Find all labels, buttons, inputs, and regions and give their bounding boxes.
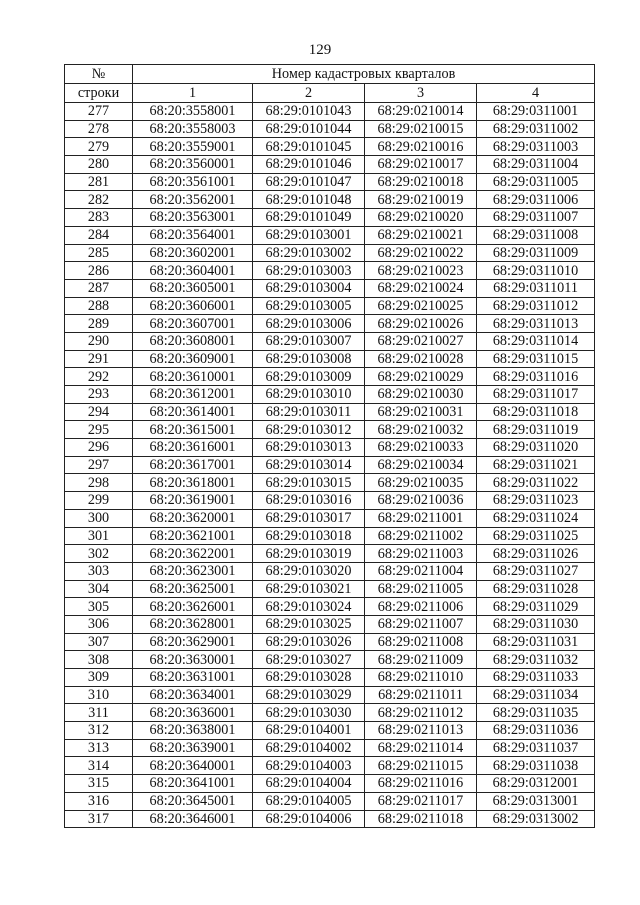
cadastral-quarter-col3: 68:29:0210018 (365, 173, 477, 191)
cadastral-quarter-col4: 68:29:0313001 (477, 792, 595, 810)
cadastral-quarter-col1: 68:20:3645001 (133, 792, 253, 810)
table-row (65, 244, 595, 262)
cadastral-quarter-col1: 68:20:3608001 (133, 332, 253, 350)
table-row (65, 633, 595, 651)
cadastral-quarter-col1: 68:20:3561001 (133, 173, 253, 191)
cadastral-quarter-col1: 68:20:3614001 (133, 403, 253, 421)
cadastral-quarter-col3: 68:29:0210021 (365, 226, 477, 244)
cadastral-quarter-col2: 68:29:0103013 (253, 439, 365, 457)
row-number-cell: 288 (65, 297, 133, 315)
cadastral-quarter-col3: 68:29:0211008 (365, 633, 477, 651)
table-row (65, 421, 595, 439)
table-row (65, 704, 595, 722)
cadastral-quarter-col3: 68:29:0210034 (365, 456, 477, 474)
cadastral-quarter-col4: 68:29:0311002 (477, 120, 595, 138)
cadastral-quarter-col2: 68:29:0101044 (253, 120, 365, 138)
cadastral-quarter-col2: 68:29:0103010 (253, 386, 365, 404)
cadastral-quarter-col2: 68:29:0101045 (253, 138, 365, 156)
cadastral-quarter-col1: 68:20:3623001 (133, 562, 253, 580)
cadastral-quarter-col4: 68:29:0311033 (477, 669, 595, 687)
cadastral-quarter-col1: 68:20:3558003 (133, 120, 253, 138)
table-row (65, 439, 595, 457)
cadastral-quarter-col1: 68:20:3558001 (133, 103, 253, 121)
cadastral-quarter-col4: 68:29:0311013 (477, 315, 595, 333)
table-row (65, 138, 595, 156)
cadastral-quarter-col4: 68:29:0311024 (477, 509, 595, 527)
table-row (65, 757, 595, 775)
cadastral-quarter-col3: 68:29:0210028 (365, 350, 477, 368)
cadastral-quarter-col3: 68:29:0210024 (365, 279, 477, 297)
cadastral-quarter-col4: 68:29:0311015 (477, 350, 595, 368)
row-number-cell: 282 (65, 191, 133, 209)
cadastral-quarter-col2: 68:29:0103026 (253, 633, 365, 651)
row-number-cell: 287 (65, 279, 133, 297)
cadastral-quarter-col2: 68:29:0104002 (253, 739, 365, 757)
header-column-3: 3 (365, 84, 477, 103)
row-number-cell: 300 (65, 509, 133, 527)
table-row (65, 474, 595, 492)
cadastral-quarter-col2: 68:29:0103011 (253, 403, 365, 421)
cadastral-quarter-col2: 68:29:0103021 (253, 580, 365, 598)
row-number-cell: 277 (65, 103, 133, 121)
cadastral-quarter-col2: 68:29:0103005 (253, 297, 365, 315)
table-row (65, 580, 595, 598)
row-number-cell: 317 (65, 810, 133, 828)
cadastral-quarter-col2: 68:29:0103019 (253, 545, 365, 563)
row-number-cell: 311 (65, 704, 133, 722)
cadastral-quarter-col3: 68:29:0211010 (365, 669, 477, 687)
table-row (65, 279, 595, 297)
row-number-cell: 292 (65, 368, 133, 386)
cadastral-quarter-col2: 68:29:0103001 (253, 226, 365, 244)
cadastral-quarter-col4: 68:29:0311031 (477, 633, 595, 651)
cadastral-quarter-col2: 68:29:0103006 (253, 315, 365, 333)
cadastral-quarter-col3: 68:29:0211009 (365, 651, 477, 669)
cadastral-quarter-col1: 68:20:3620001 (133, 509, 253, 527)
cadastral-quarter-col2: 68:29:0103028 (253, 669, 365, 687)
cadastral-quarter-col1: 68:20:3628001 (133, 615, 253, 633)
cadastral-quarter-col4: 68:29:0311035 (477, 704, 595, 722)
cadastral-quarter-col4: 68:29:0311034 (477, 686, 595, 704)
cadastral-quarter-col4: 68:29:0313002 (477, 810, 595, 828)
cadastral-quarter-col4: 68:29:0311001 (477, 103, 595, 121)
cadastral-quarter-col2: 68:29:0103016 (253, 492, 365, 510)
cadastral-quarter-col4: 68:29:0311004 (477, 156, 595, 174)
cadastral-quarter-col4: 68:29:0311018 (477, 403, 595, 421)
cadastral-quarter-col2: 68:29:0103017 (253, 509, 365, 527)
table-row (65, 562, 595, 580)
table-row (65, 332, 595, 350)
cadastral-quarter-col2: 68:29:0103020 (253, 562, 365, 580)
row-number-cell: 299 (65, 492, 133, 510)
cadastral-quarter-col2: 68:29:0104004 (253, 775, 365, 793)
cadastral-quarter-col1: 68:20:3625001 (133, 580, 253, 598)
row-number-cell: 289 (65, 315, 133, 333)
table-row (65, 456, 595, 474)
cadastral-quarter-col3: 68:29:0210029 (365, 368, 477, 386)
header-column-1: 1 (133, 84, 253, 103)
row-number-cell: 316 (65, 792, 133, 810)
cadastral-quarter-col1: 68:20:3616001 (133, 439, 253, 457)
table-row (65, 492, 595, 510)
cadastral-quarter-col1: 68:20:3615001 (133, 421, 253, 439)
cadastral-quarter-col3: 68:29:0210031 (365, 403, 477, 421)
table-row (65, 386, 595, 404)
cadastral-quarter-col2: 68:29:0103030 (253, 704, 365, 722)
cadastral-quarter-col2: 68:29:0103007 (253, 332, 365, 350)
cadastral-quarter-col1: 68:20:3605001 (133, 279, 253, 297)
cadastral-quarter-col3: 68:29:0211014 (365, 739, 477, 757)
cadastral-quarter-col3: 68:29:0211005 (365, 580, 477, 598)
cadastral-quarters-table (64, 64, 595, 828)
cadastral-quarter-col4: 68:29:0311016 (477, 368, 595, 386)
table-row (65, 615, 595, 633)
cadastral-quarter-col4: 68:29:0311028 (477, 580, 595, 598)
page-number: 129 (308, 42, 332, 58)
row-number-cell: 294 (65, 403, 133, 421)
cadastral-quarter-col1: 68:20:3636001 (133, 704, 253, 722)
cadastral-quarter-col3: 68:29:0210026 (365, 315, 477, 333)
cadastral-quarter-col4: 68:29:0311021 (477, 456, 595, 474)
row-number-cell: 293 (65, 386, 133, 404)
table-row (65, 120, 595, 138)
table-row (65, 403, 595, 421)
cadastral-quarter-col3: 68:29:0210014 (365, 103, 477, 121)
cadastral-quarter-col3: 68:29:0211016 (365, 775, 477, 793)
cadastral-quarter-col2: 68:29:0103027 (253, 651, 365, 669)
cadastral-quarter-col1: 68:20:3621001 (133, 527, 253, 545)
table-row (65, 545, 595, 563)
cadastral-quarter-col1: 68:20:3640001 (133, 757, 253, 775)
cadastral-quarter-col2: 68:29:0104001 (253, 722, 365, 740)
cadastral-quarter-col4: 68:29:0311008 (477, 226, 595, 244)
cadastral-quarter-col1: 68:20:3606001 (133, 297, 253, 315)
cadastral-quarter-col2: 68:29:0103004 (253, 279, 365, 297)
row-number-cell: 303 (65, 562, 133, 580)
row-number-cell: 285 (65, 244, 133, 262)
row-number-cell: 308 (65, 651, 133, 669)
table-row (65, 810, 595, 828)
cadastral-quarter-col1: 68:20:3607001 (133, 315, 253, 333)
cadastral-quarter-col3: 68:29:0211012 (365, 704, 477, 722)
cadastral-quarter-col4: 68:29:0311017 (477, 386, 595, 404)
header-row-group (65, 65, 595, 84)
cadastral-quarter-col4: 68:29:0311014 (477, 332, 595, 350)
cadastral-quarter-col2: 68:29:0103008 (253, 350, 365, 368)
cadastral-quarter-col2: 68:29:0103024 (253, 598, 365, 616)
cadastral-quarter-col2: 68:29:0101047 (253, 173, 365, 191)
table-row (65, 191, 595, 209)
cadastral-quarter-col1: 68:20:3626001 (133, 598, 253, 616)
cadastral-quarter-col4: 68:29:0311005 (477, 173, 595, 191)
cadastral-quarter-col2: 68:29:0103025 (253, 615, 365, 633)
row-number-cell: 281 (65, 173, 133, 191)
cadastral-quarter-col3: 68:29:0210019 (365, 191, 477, 209)
cadastral-quarter-col2: 68:29:0103003 (253, 262, 365, 280)
cadastral-quarter-col1: 68:20:3641001 (133, 775, 253, 793)
cadastral-quarter-col1: 68:20:3604001 (133, 262, 253, 280)
cadastral-quarter-col2: 68:29:0103009 (253, 368, 365, 386)
cadastral-quarter-col3: 68:29:0211006 (365, 598, 477, 616)
cadastral-quarter-col3: 68:29:0210023 (365, 262, 477, 280)
table-row (65, 226, 595, 244)
cadastral-quarter-col4: 68:29:0311003 (477, 138, 595, 156)
table-row (65, 350, 595, 368)
table-row (65, 262, 595, 280)
row-number-cell: 291 (65, 350, 133, 368)
table-row (65, 792, 595, 810)
row-number-cell: 301 (65, 527, 133, 545)
header-group-title: Номер кадастровых кварталов (133, 65, 595, 84)
cadastral-quarter-col4: 68:29:0311007 (477, 209, 595, 227)
table-row (65, 669, 595, 687)
cadastral-quarter-col2: 68:29:0103012 (253, 421, 365, 439)
row-number-cell: 297 (65, 456, 133, 474)
table-row (65, 509, 595, 527)
cadastral-quarter-col1: 68:20:3559001 (133, 138, 253, 156)
row-number-cell: 302 (65, 545, 133, 563)
cadastral-quarter-col4: 68:29:0311027 (477, 562, 595, 580)
row-number-cell: 283 (65, 209, 133, 227)
cadastral-quarter-col3: 68:29:0210036 (365, 492, 477, 510)
cadastral-quarter-col3: 68:29:0210032 (365, 421, 477, 439)
cadastral-quarter-col3: 68:29:0211001 (365, 509, 477, 527)
header-row-number-sublabel: строки (65, 84, 133, 103)
cadastral-quarter-col1: 68:20:3639001 (133, 739, 253, 757)
cadastral-quarter-col2: 68:29:0101048 (253, 191, 365, 209)
table-row (65, 598, 595, 616)
row-number-cell: 307 (65, 633, 133, 651)
row-number-cell: 286 (65, 262, 133, 280)
row-number-cell: 295 (65, 421, 133, 439)
table-body (65, 103, 595, 828)
cadastral-quarter-col1: 68:20:3562001 (133, 191, 253, 209)
row-number-cell: 298 (65, 474, 133, 492)
cadastral-quarter-col4: 68:29:0311006 (477, 191, 595, 209)
cadastral-quarter-col2: 68:29:0103029 (253, 686, 365, 704)
row-number-cell: 310 (65, 686, 133, 704)
table-row (65, 739, 595, 757)
row-number-cell: 313 (65, 739, 133, 757)
row-number-cell: 315 (65, 775, 133, 793)
cadastral-quarter-col2: 68:29:0103015 (253, 474, 365, 492)
cadastral-quarter-col2: 68:29:0101046 (253, 156, 365, 174)
cadastral-quarter-col1: 68:20:3646001 (133, 810, 253, 828)
cadastral-quarter-col4: 68:29:0311032 (477, 651, 595, 669)
cadastral-quarter-col1: 68:20:3618001 (133, 474, 253, 492)
row-number-cell: 305 (65, 598, 133, 616)
cadastral-quarter-col1: 68:20:3609001 (133, 350, 253, 368)
cadastral-quarter-col2: 68:29:0104006 (253, 810, 365, 828)
cadastral-quarter-col3: 68:29:0211015 (365, 757, 477, 775)
table-row (65, 686, 595, 704)
cadastral-quarter-col4: 68:29:0311020 (477, 439, 595, 457)
table-row (65, 103, 595, 121)
cadastral-quarter-col3: 68:29:0210033 (365, 439, 477, 457)
cadastral-quarter-col1: 68:20:3563001 (133, 209, 253, 227)
cadastral-quarter-col1: 68:20:3622001 (133, 545, 253, 563)
table-header (65, 65, 595, 103)
table-row (65, 297, 595, 315)
cadastral-quarter-col3: 68:29:0210016 (365, 138, 477, 156)
cadastral-quarter-col3: 68:29:0210022 (365, 244, 477, 262)
cadastral-quarter-col3: 68:29:0211003 (365, 545, 477, 563)
cadastral-quarter-col4: 68:29:0311025 (477, 527, 595, 545)
row-number-cell: 312 (65, 722, 133, 740)
cadastral-quarter-col3: 68:29:0210017 (365, 156, 477, 174)
table-row (65, 209, 595, 227)
cadastral-quarter-col1: 68:20:3564001 (133, 226, 253, 244)
cadastral-quarter-col4: 68:29:0311009 (477, 244, 595, 262)
cadastral-quarter-col1: 68:20:3630001 (133, 651, 253, 669)
cadastral-quarter-col3: 68:29:0210025 (365, 297, 477, 315)
row-number-cell: 279 (65, 138, 133, 156)
header-row-number-label: № (65, 65, 133, 84)
cadastral-quarter-col4: 68:29:0311037 (477, 739, 595, 757)
cadastral-quarter-col2: 68:29:0103014 (253, 456, 365, 474)
cadastral-quarter-col3: 68:29:0211011 (365, 686, 477, 704)
cadastral-quarter-col3: 68:29:0211013 (365, 722, 477, 740)
table-row (65, 315, 595, 333)
cadastral-quarter-col3: 68:29:0210020 (365, 209, 477, 227)
cadastral-quarter-col4: 68:29:0311030 (477, 615, 595, 633)
header-row-columns (65, 84, 595, 103)
cadastral-quarter-col1: 68:20:3634001 (133, 686, 253, 704)
row-number-cell: 290 (65, 332, 133, 350)
cadastral-quarter-col4: 68:29:0311022 (477, 474, 595, 492)
row-number-cell: 296 (65, 439, 133, 457)
cadastral-quarter-col1: 68:20:3619001 (133, 492, 253, 510)
table-row (65, 156, 595, 174)
header-column-2: 2 (253, 84, 365, 103)
row-number-cell: 314 (65, 757, 133, 775)
cadastral-quarter-col2: 68:29:0104003 (253, 757, 365, 775)
row-number-cell: 284 (65, 226, 133, 244)
cadastral-quarter-col3: 68:29:0211007 (365, 615, 477, 633)
row-number-cell: 304 (65, 580, 133, 598)
table-row (65, 775, 595, 793)
table-row (65, 527, 595, 545)
cadastral-quarter-col1: 68:20:3602001 (133, 244, 253, 262)
cadastral-quarter-col3: 68:29:0210015 (365, 120, 477, 138)
cadastral-quarter-col4: 68:29:0311023 (477, 492, 595, 510)
cadastral-quarter-col1: 68:20:3612001 (133, 386, 253, 404)
cadastral-quarter-col4: 68:29:0311038 (477, 757, 595, 775)
table-row (65, 651, 595, 669)
cadastral-quarter-col4: 68:29:0311036 (477, 722, 595, 740)
cadastral-quarter-col4: 68:29:0311019 (477, 421, 595, 439)
cadastral-quarter-col3: 68:29:0211002 (365, 527, 477, 545)
cadastral-quarter-col1: 68:20:3560001 (133, 156, 253, 174)
cadastral-quarter-col4: 68:29:0311012 (477, 297, 595, 315)
cadastral-quarter-col1: 68:20:3631001 (133, 669, 253, 687)
cadastral-quarter-col4: 68:29:0311010 (477, 262, 595, 280)
row-number-cell: 278 (65, 120, 133, 138)
cadastral-quarter-col3: 68:29:0210035 (365, 474, 477, 492)
cadastral-quarter-col2: 68:29:0104005 (253, 792, 365, 810)
cadastral-quarter-col3: 68:29:0210027 (365, 332, 477, 350)
cadastral-quarter-col2: 68:29:0101043 (253, 103, 365, 121)
cadastral-quarter-col4: 68:29:0312001 (477, 775, 595, 793)
cadastral-quarter-col3: 68:29:0211018 (365, 810, 477, 828)
cadastral-quarter-col3: 68:29:0211004 (365, 562, 477, 580)
row-number-cell: 280 (65, 156, 133, 174)
table-row (65, 368, 595, 386)
cadastral-quarter-col1: 68:20:3638001 (133, 722, 253, 740)
cadastral-quarter-col1: 68:20:3629001 (133, 633, 253, 651)
table-row (65, 722, 595, 740)
row-number-cell: 309 (65, 669, 133, 687)
cadastral-quarter-col1: 68:20:3617001 (133, 456, 253, 474)
cadastral-quarter-col3: 68:29:0211017 (365, 792, 477, 810)
cadastral-quarter-col2: 68:29:0101049 (253, 209, 365, 227)
cadastral-quarter-col2: 68:29:0103018 (253, 527, 365, 545)
cadastral-quarter-col4: 68:29:0311029 (477, 598, 595, 616)
cadastral-quarter-col4: 68:29:0311011 (477, 279, 595, 297)
cadastral-quarter-col3: 68:29:0210030 (365, 386, 477, 404)
table-row (65, 173, 595, 191)
row-number-cell: 306 (65, 615, 133, 633)
cadastral-quarter-col1: 68:20:3610001 (133, 368, 253, 386)
cadastral-quarter-col2: 68:29:0103002 (253, 244, 365, 262)
cadastral-quarter-col4: 68:29:0311026 (477, 545, 595, 563)
header-column-4: 4 (477, 84, 595, 103)
